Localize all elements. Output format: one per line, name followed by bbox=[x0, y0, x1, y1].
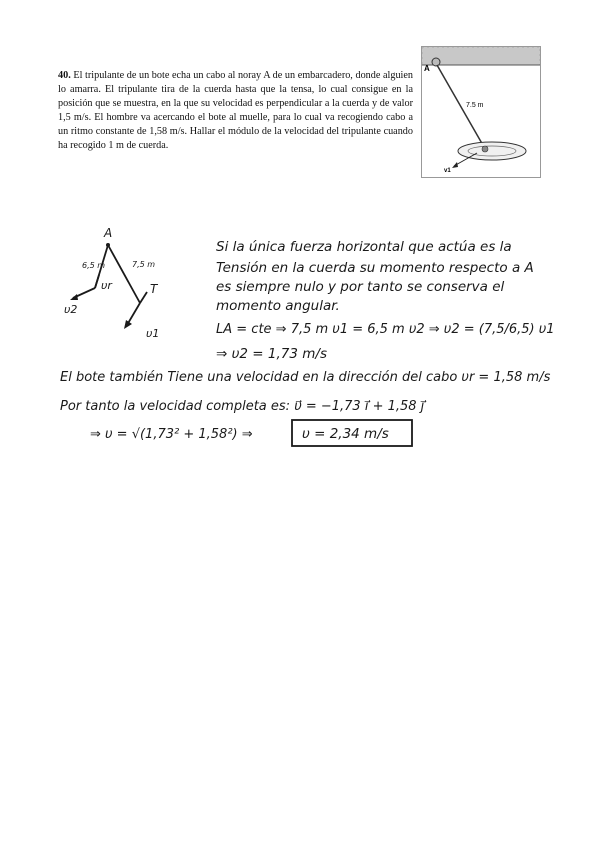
crew-member bbox=[482, 146, 488, 152]
solution-line-2: Tensión en la cuerda su momento respecto a A bbox=[216, 260, 534, 276]
problem-figure bbox=[421, 46, 541, 178]
sketch-vr-label: υr bbox=[101, 279, 112, 292]
sketch-v1 bbox=[127, 303, 140, 325]
solution-line-1: Si la única fuerza horizontal que actúa es la bbox=[216, 239, 512, 255]
solution-line-8: Por tanto la velocidad completa es: υ⃗ = −1,73 i⃗ + 1,58 j⃗ bbox=[60, 399, 425, 414]
sketch-v2-label: υ2 bbox=[64, 303, 78, 316]
sketch-v2-head bbox=[70, 294, 78, 300]
solution-line-3: es siempre nulo y por tanto se conserva el bbox=[216, 279, 505, 295]
problem-text: El tripulante de un bote echa un cabo al noray A de un embarcadero, donde alguien lo amarra. El tripulante tira de la cuerda hasta que la tensa, lo cual consigue en la posición que se muestra, en la que su velocidad es perpendicular a la cuerda y de valor 1,5 m/s. El hombre va acercando el bote al muelle, para lo cual va recogiendo cabo a un ritmo constante de 1,58 m/s. Hallar el módulo de la velocidad del tripulante cuando ha recogido 1 m de cuerda. bbox=[58, 70, 414, 151]
sketch-rope-short-label: 6,5 m bbox=[82, 261, 106, 270]
sketch-tension bbox=[140, 292, 147, 303]
sketch-vr bbox=[95, 275, 99, 288]
sketch-rope-long bbox=[108, 245, 140, 303]
problem-statement bbox=[58, 69, 413, 153]
sketch-v1-head bbox=[124, 320, 132, 329]
solution-line-7: El bote también Tiene una velocidad en la dirección del cabo υr = 1,58 m/s bbox=[60, 370, 551, 385]
sketch-point-a bbox=[106, 243, 110, 247]
solution-line-5: LA = cte ⇒ 7,5 m υ1 = 6,5 m υ2 ⇒ υ2 = (7,5/6,5) υ1 bbox=[216, 322, 555, 337]
sketch-v1-label: υ1 bbox=[146, 327, 160, 340]
problem-number: 40. bbox=[58, 70, 71, 81]
velocity-arrow-head bbox=[452, 162, 458, 168]
figure-rope-label: 7.5 m bbox=[466, 102, 484, 109]
solution-line-6: ⇒ υ2 = 1,73 m/s bbox=[216, 346, 327, 362]
sketch-point-label: A bbox=[104, 226, 113, 240]
figure-velocity-label: v1 bbox=[444, 168, 451, 174]
solution-line-4: momento angular. bbox=[216, 298, 340, 314]
bollard bbox=[432, 58, 440, 66]
sketch-rope-long-label: 7,5 m bbox=[132, 260, 156, 269]
solution-line-9: ⇒ υ = √(1,73² + 1,58²) ⇒ bbox=[90, 427, 253, 442]
sketch-tension-label: T bbox=[150, 282, 158, 296]
solution-result: υ = 2,34 m/s bbox=[302, 426, 389, 442]
handwritten-solution bbox=[0, 215, 599, 505]
figure-point-label: A bbox=[424, 64, 430, 73]
